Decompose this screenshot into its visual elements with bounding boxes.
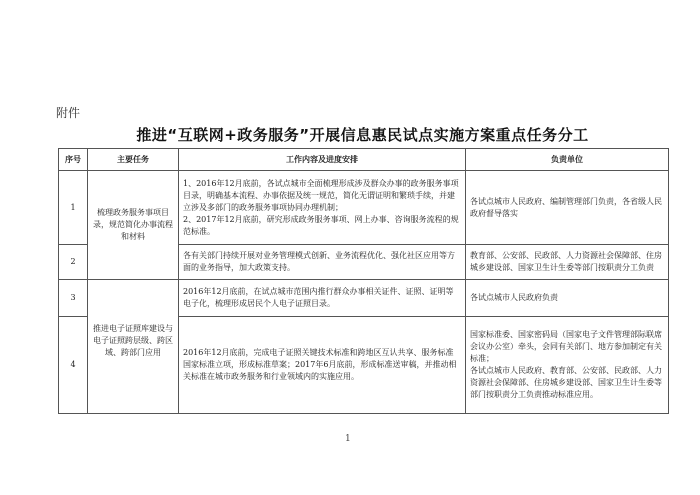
row-unit: 教育部、公安部、民政部、人力资源社会保障部、住房城乡建设部、国家卫生计生委等部门按职责分工负责: [466, 245, 669, 280]
header-no: 序号: [59, 149, 88, 171]
page-number: 1: [345, 434, 351, 444]
table-row: [59, 171, 669, 245]
row-task-text: 推进电子证照库建设与电子证照跨层级、跨区域、跨部门应用: [93, 324, 173, 357]
header-task: 主要任务: [88, 149, 179, 171]
table-row: [59, 280, 669, 317]
content-line: 2016年12月底前，完成电子证照关键技术标准和跨地区互认共享、服务标准国家标准立项，形成标准草案；2017年6月底前，形成标准送审稿，并推动相关标准在城市政务服务和行业领域内的实施应用。: [183, 348, 457, 381]
row-unit: 各试点城市人民政府负责: [466, 280, 669, 317]
table-header-row: [59, 149, 669, 171]
header-unit: 负责单位: [466, 149, 669, 171]
unit-line: 各试点城市人民政府、教育部、公安部、民政部、人力资源社会保障部、住房城乡建设部、国家卫生计生委等部门按职责分工负责推动标准应用。: [470, 366, 662, 399]
row-no: 1: [59, 171, 88, 245]
content-line: 1、2016年12月底前，各试点城市全面梳理形成涉及群众办事的政务服务事项目录，明确基本流程、办事依据及统一规范，简化无谓证明和繁琐手续，并建立涉及多部门的政务服务事项协同办理机制；: [183, 178, 459, 212]
task-table: [58, 148, 669, 414]
row-content: [179, 245, 466, 280]
row-no: 2: [59, 245, 88, 280]
row-unit: 各试点城市人民政府、编制管理部门负责，各省级人民政府督导落实: [466, 171, 669, 245]
row-content: [179, 280, 466, 317]
row-no: 4: [59, 317, 88, 414]
content-line: 2、2017年12月底前，研究形成政务服务事项、网上办事、咨询服务流程的规范标准。: [183, 214, 459, 236]
content-line: 2016年12月底前，在试点城市范围内推行群众办事相关证件、证照、证明等电子化，梳理形成居民个人电子证照目录。: [183, 287, 454, 308]
row-content: [179, 171, 466, 245]
row-task: 梳理政务服务事项目录，规范简化办事流程和材料: [88, 171, 179, 280]
document-title: 推进“互联网+政务服务”开展信息惠民试点实施方案重点任务分工: [136, 126, 589, 144]
content-line: 各有关部门持续开展对业务管理模式创新、业务流程优化、强化社区应用等方面的业务指导，加大政策支持。: [183, 251, 455, 272]
row-unit: [466, 317, 669, 414]
row-content: [179, 317, 466, 414]
row-no: 3: [59, 280, 88, 317]
unit-line: 国家标准委、国家密码局（国家电子文件管理部际联席会议办公室）牵头，会同有关部门、地方参加制定有关标准；: [470, 330, 662, 363]
attachment-label: 附件: [56, 106, 81, 120]
header-content: 工作内容及进度安排: [179, 149, 466, 171]
row-task: [88, 280, 179, 414]
